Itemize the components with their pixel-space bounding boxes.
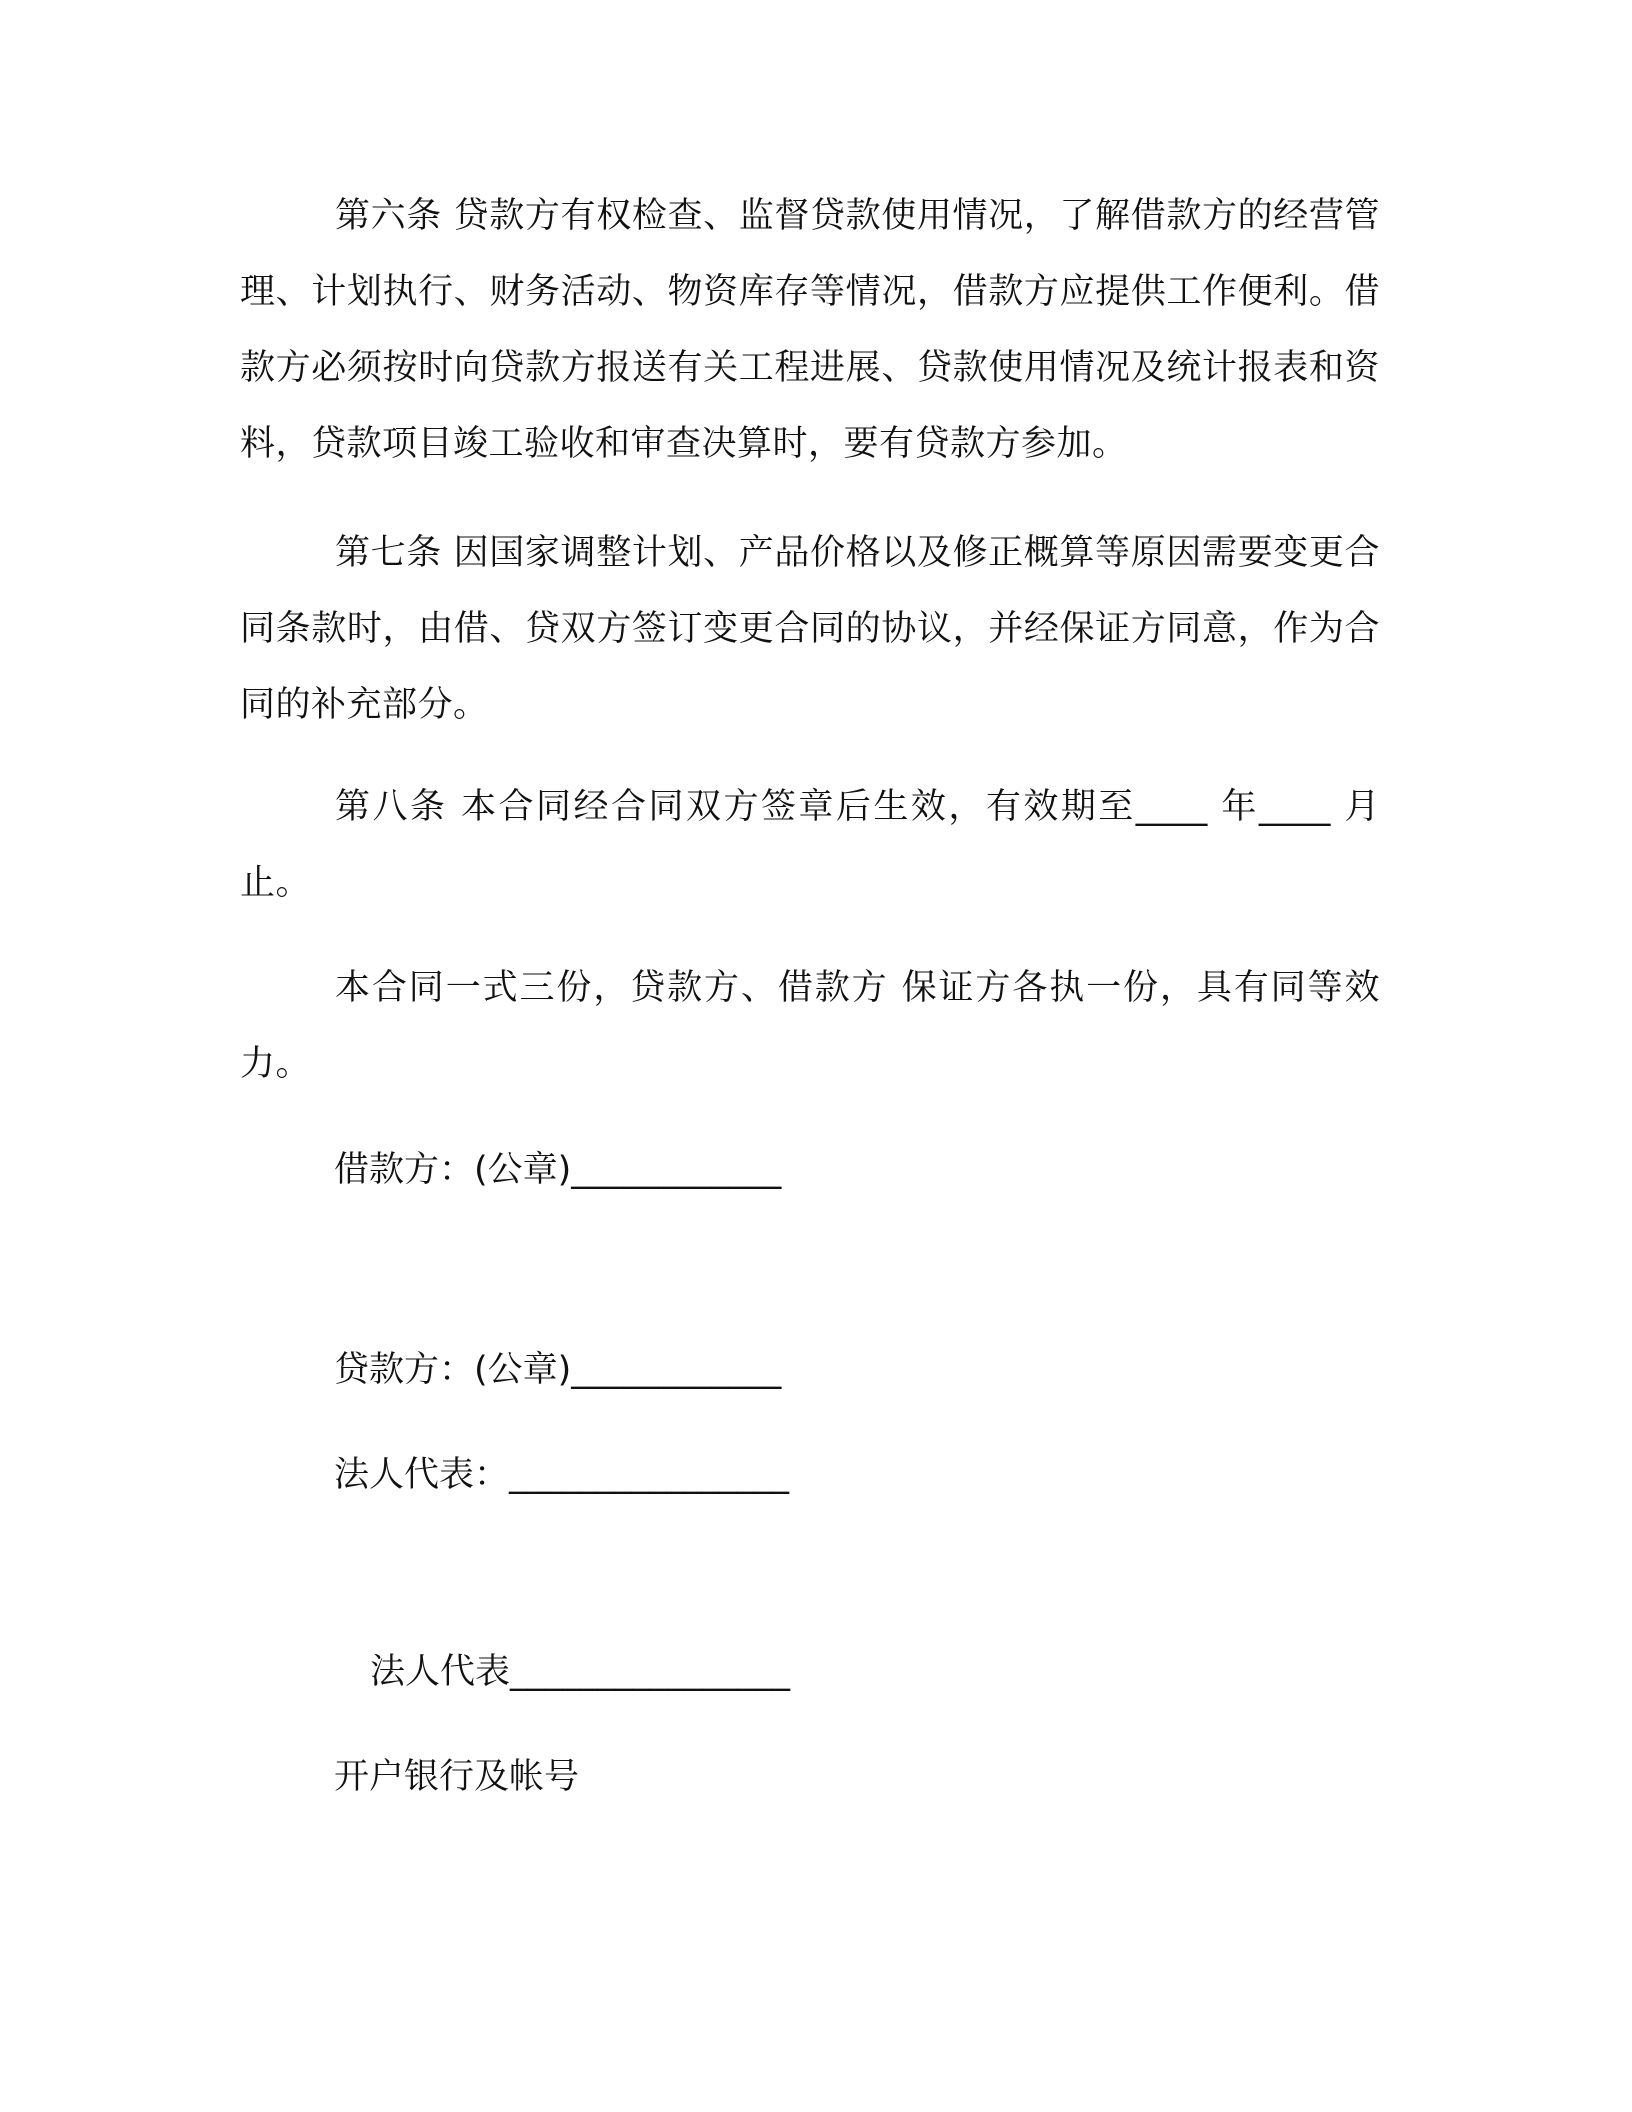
borrower-seal-line: 借款方：(公章)____________ bbox=[334, 1150, 782, 1190]
bank-account-label: 开户银行及帐号 bbox=[334, 1757, 580, 1797]
legal-representative-line-1: 法人代表：________________ bbox=[334, 1455, 790, 1495]
legal-representative-line-2: 法人代表________________ bbox=[370, 1652, 791, 1692]
article-8-paragraph: 第八条 本合同经合同双方签章后生效，有效期至____ 年____ 月止。 bbox=[240, 787, 1380, 903]
article-7-paragraph: 第七条 因国家调整计划、产品价格以及修正概算等原因需要变更合同条款时，由借、贷双方签订变更合同的协议，并经保证方同意，作为合同的补充部分。 bbox=[240, 533, 1380, 725]
copies-paragraph: 本合同一式三份，贷款方、借款方 保证方各执一份，具有同等效力。 bbox=[240, 968, 1380, 1084]
article-6-paragraph: 第六条 贷款方有权检查、监督贷款使用情况，了解借款方的经营管理、计划执行、财务活动、物资库存等情况，借款方应提供工作便利。借款方必须按时向贷款方报送有关工程进展、贷款使用情况及统计报表和资料，贷款项目竣工验收和审查决算时，要有贷款方参加。 bbox=[240, 196, 1380, 464]
lender-seal-line: 贷款方：(公章)____________ bbox=[334, 1350, 782, 1390]
